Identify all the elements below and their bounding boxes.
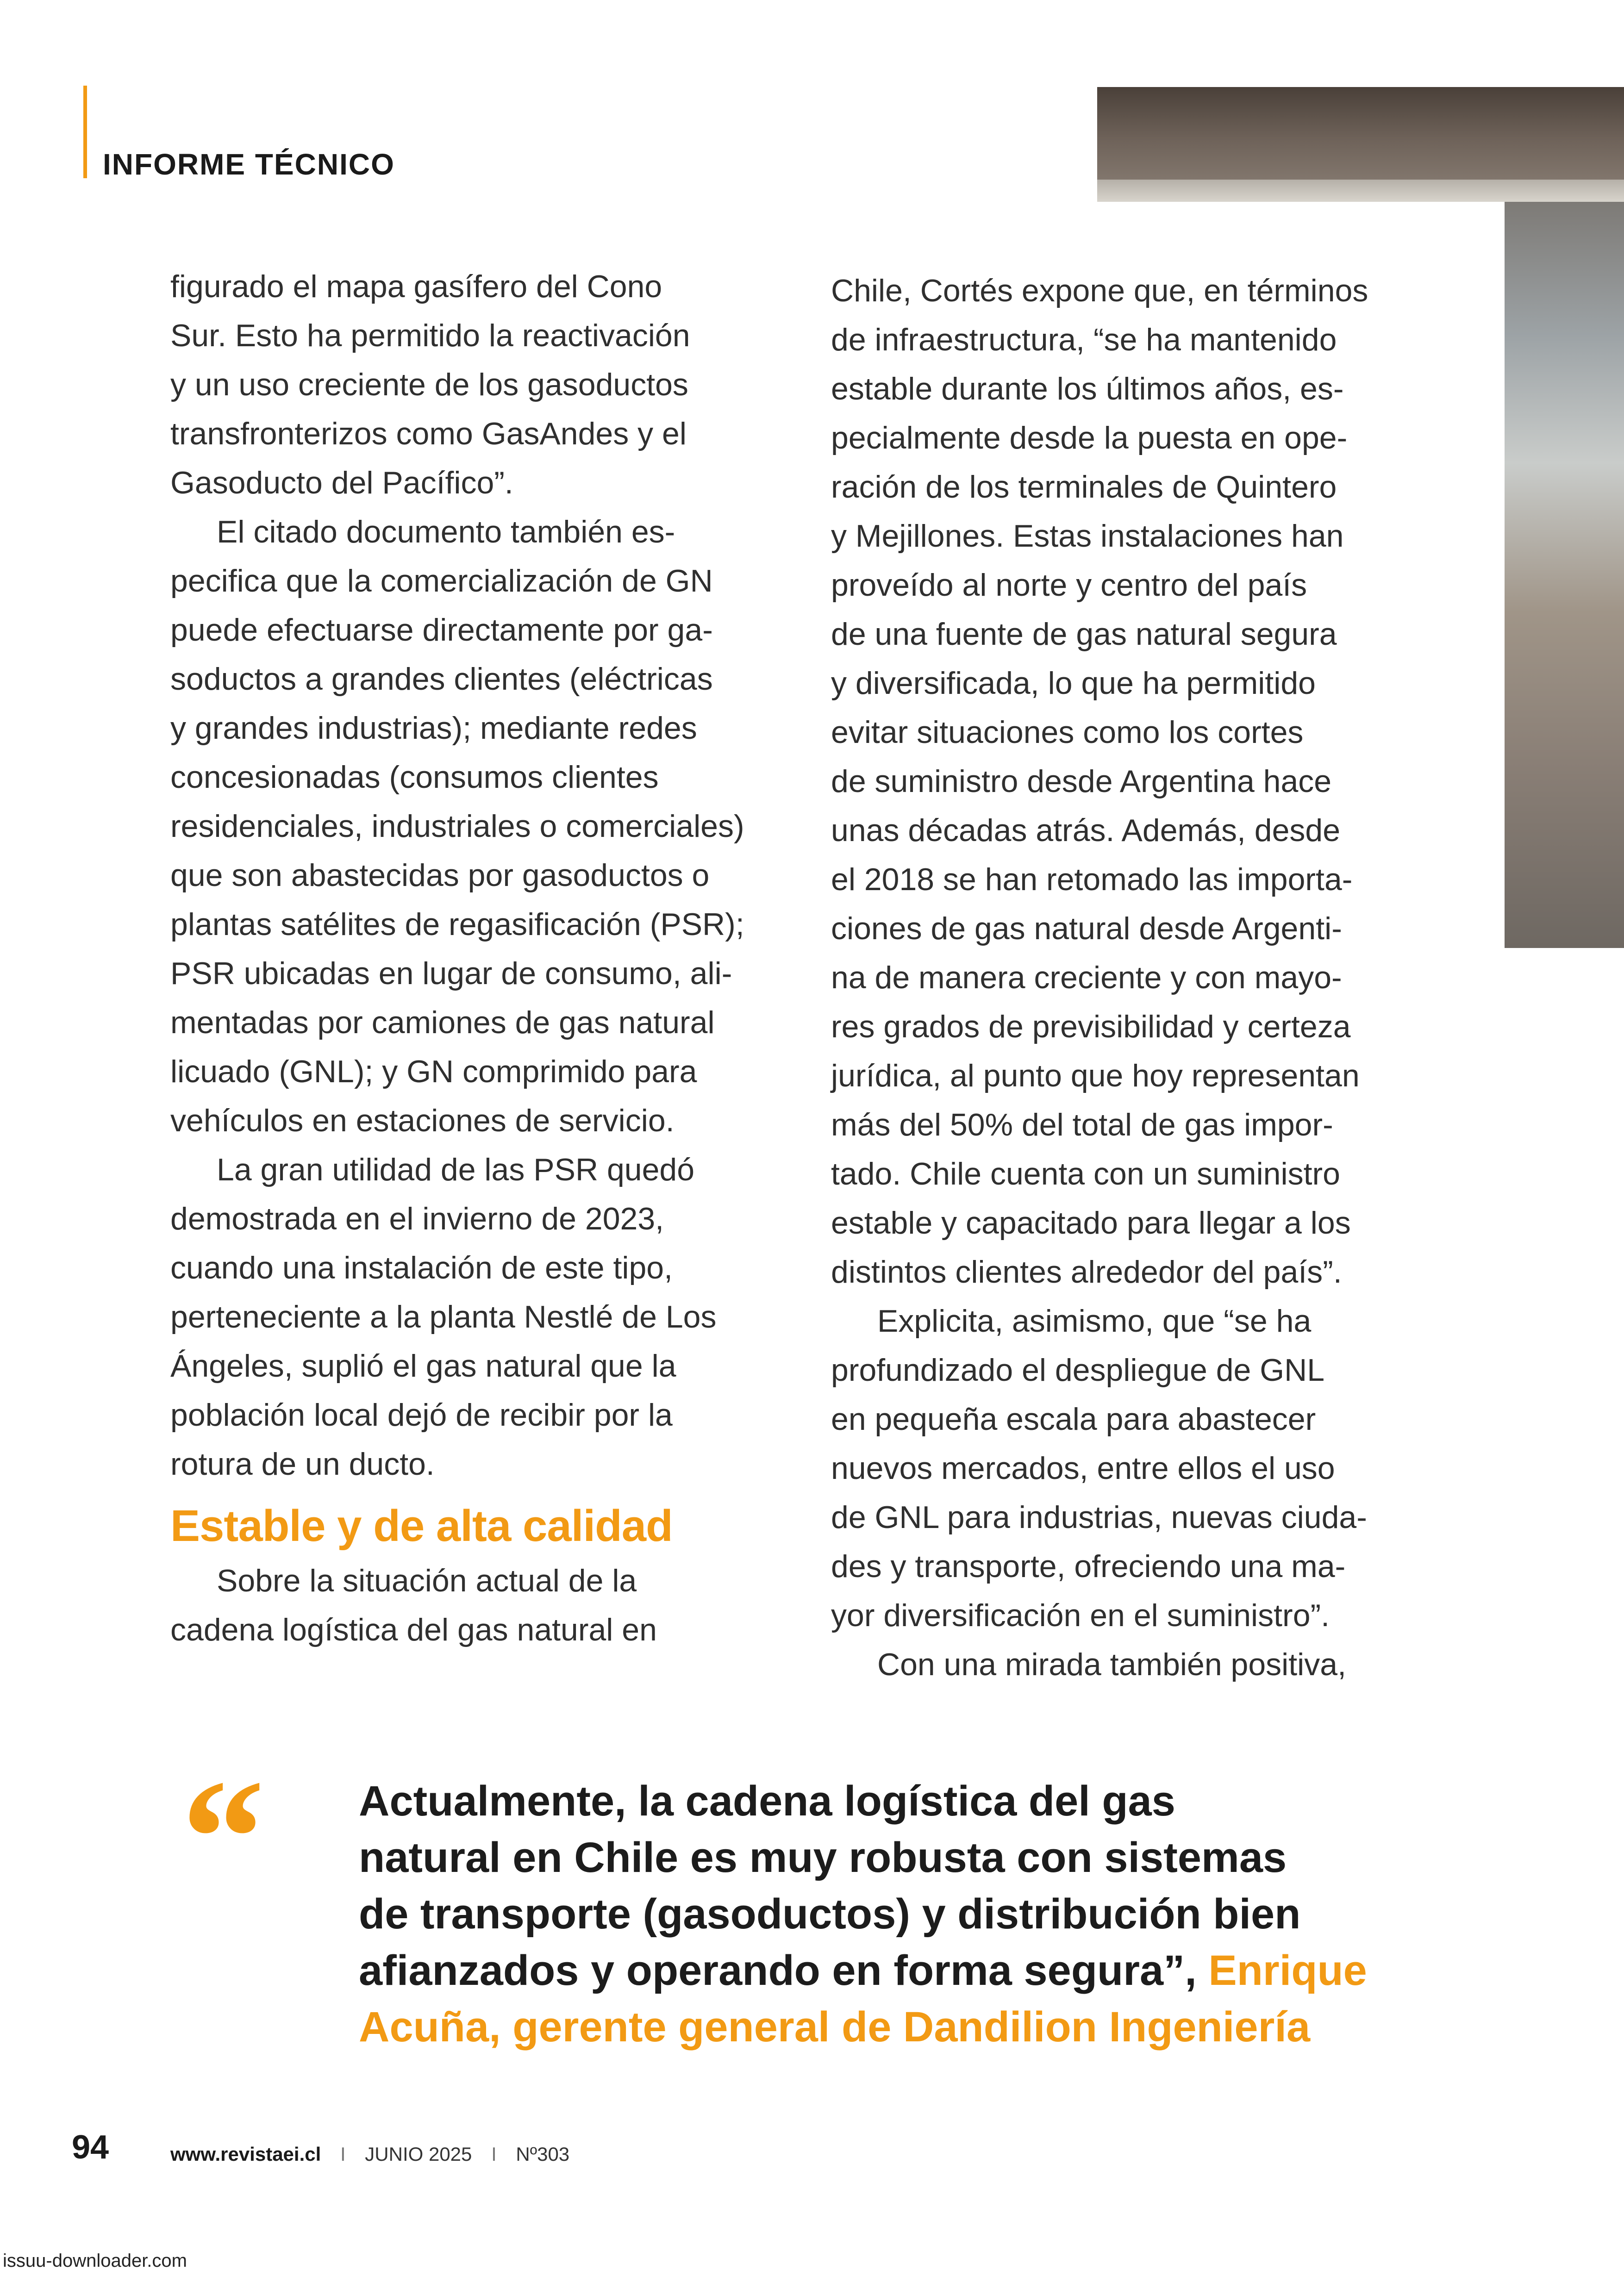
text-line: rotura de un ducto. xyxy=(170,1447,435,1482)
text-line: y grandes industrias); mediante redes xyxy=(170,711,697,746)
text-line: perteneciente a la planta Nestlé de Los xyxy=(170,1299,717,1335)
left-paragraph-4 xyxy=(170,1556,772,1654)
photo-rail xyxy=(1097,180,1624,202)
quote-line: natural en Chile es muy robusta con sistemas xyxy=(359,1834,1287,1881)
footer-website: www.revistaei.cl xyxy=(170,2143,321,2165)
left-paragraph-2 xyxy=(170,507,772,1145)
text-line: unas décadas atrás. Además, desde xyxy=(831,813,1341,848)
quote-line xyxy=(359,1942,1470,1999)
section-label: INFORME TÉCNICO xyxy=(103,148,395,181)
text-line: residenciales, industriales o comerciales) xyxy=(170,809,744,844)
text-line: cuando una instalación de este tipo, xyxy=(170,1250,673,1285)
text-line: evitar situaciones como los cortes xyxy=(831,715,1304,750)
text-line: na de manera creciente y con mayo- xyxy=(831,960,1342,995)
text-line: concesionadas (consumos clientes xyxy=(170,760,659,795)
section-subheading: Estable y de alta calidad xyxy=(170,1501,673,1551)
text-line: yor diversificación en el suministro”. xyxy=(831,1598,1330,1633)
page-number: 94 xyxy=(72,2129,109,2166)
text-line: nuevos mercados, entre ellos el uso xyxy=(831,1451,1335,1486)
text-line: profundizado el despliegue de GNL xyxy=(831,1353,1325,1388)
text-line: figurado el mapa gasífero del Cono xyxy=(170,269,662,304)
right-column xyxy=(831,266,1442,1689)
text-line: ración de los terminales de Quintero xyxy=(831,469,1337,505)
footer-date: JUNIO 2025 xyxy=(365,2143,472,2165)
watermark-text: issuu-downloader.com xyxy=(3,2251,187,2271)
quote-attribution: Acuña, gerente general de Dandilion Ingeniería xyxy=(359,2003,1311,2051)
photo-main-strip xyxy=(1505,202,1624,948)
text-line: estable durante los últimos años, es- xyxy=(831,371,1344,406)
text-line: mentadas por camiones de gas natural xyxy=(170,1005,715,1040)
pull-quote xyxy=(359,1773,1470,2055)
text-line: soductos a grandes clientes (eléctricas xyxy=(170,661,713,697)
text-line: pecifica que la comercialización de GN xyxy=(170,563,713,599)
text-line: plantas satélites de regasificación (PSR); xyxy=(170,907,744,942)
quote-line-text: afianzados y operando en forma segura”, xyxy=(359,1947,1209,1994)
text-line: de GNL para industrias, nuevas ciuda- xyxy=(831,1500,1367,1535)
text-line: ciones de gas natural desde Argenti- xyxy=(831,911,1342,946)
text-line: La gran utilidad de las PSR quedó xyxy=(217,1152,695,1187)
quote-mark-icon: “ xyxy=(181,1745,265,1930)
right-paragraph-2 xyxy=(831,1297,1442,1640)
text-line: de una fuente de gas natural segura xyxy=(831,617,1337,652)
footer-meta xyxy=(170,2143,569,2165)
text-line: PSR ubicadas en lugar de consumo, ali- xyxy=(170,956,732,991)
quote-attribution-start: Enrique xyxy=(1208,1947,1367,1994)
text-line: Ángeles, suplió el gas natural que la xyxy=(170,1348,676,1384)
section-accent-bar xyxy=(83,86,87,178)
text-line: más del 50% del total de gas impor- xyxy=(831,1107,1333,1142)
text-line: Gasoducto del Pacífico”. xyxy=(170,465,513,500)
right-paragraph-1 xyxy=(831,266,1442,1297)
text-line: y diversificada, lo que ha permitido xyxy=(831,666,1316,701)
text-line: Sur. Esto ha permitido la reactivación xyxy=(170,318,690,353)
text-line: y un uso creciente de los gasoductos xyxy=(170,367,688,402)
text-line: de infraestructura, “se ha mantenido xyxy=(831,322,1337,357)
footer-issue: Nº303 xyxy=(516,2143,570,2165)
text-line: vehículos en estaciones de servicio. xyxy=(170,1103,675,1138)
text-line: en pequeña escala para abastecer xyxy=(831,1402,1316,1437)
text-line: licuado (GNL); y GN comprimido para xyxy=(170,1054,697,1089)
text-line: El citado documento también es- xyxy=(217,514,675,549)
text-line: Explicita, asimismo, que “se ha xyxy=(877,1303,1312,1339)
quote-line: Actualmente, la cadena logística del gas xyxy=(359,1777,1175,1825)
text-line: res grados de previsibilidad y certeza xyxy=(831,1009,1351,1044)
text-line: distintos clientes alrededor del país”. xyxy=(831,1254,1342,1290)
text-line: y Mejillones. Estas instalaciones han xyxy=(831,518,1344,554)
text-line: población local dejó de recibir por la xyxy=(170,1397,673,1433)
footer-separator: I xyxy=(340,2143,346,2165)
quote-line: de transporte (gasoductos) y distribución bien xyxy=(359,1890,1301,1938)
text-line: cadena logística del gas natural en xyxy=(170,1612,657,1647)
text-line: des y transporte, ofreciendo una ma- xyxy=(831,1549,1346,1584)
left-column xyxy=(170,262,772,1654)
text-line: estable y capacitado para llegar a los xyxy=(831,1205,1351,1241)
text-line: pecialmente desde la puesta en ope- xyxy=(831,420,1348,455)
text-line: el 2018 se han retomado las importa- xyxy=(831,862,1353,897)
text-line: demostrada en el invierno de 2023, xyxy=(170,1201,664,1236)
left-paragraph-1 xyxy=(170,262,772,507)
text-line: proveído al norte y centro del país xyxy=(831,568,1307,603)
text-line: que son abastecidas por gasoductos o xyxy=(170,858,710,893)
text-line: Chile, Cortés expone que, en términos xyxy=(831,273,1368,308)
left-paragraph-3 xyxy=(170,1145,772,1489)
text-line: puede efectuarse directamente por ga- xyxy=(170,612,713,648)
text-line: Sobre la situación actual de la xyxy=(217,1563,637,1598)
text-line: tado. Chile cuenta con un suministro xyxy=(831,1156,1340,1191)
right-paragraph-3 xyxy=(831,1640,1442,1689)
text-line: Con una mirada también positiva, xyxy=(877,1647,1346,1682)
footer-separator: I xyxy=(491,2143,497,2165)
text-line: jurídica, al punto que hoy representan xyxy=(831,1058,1360,1093)
text-line: de suministro desde Argentina hace xyxy=(831,764,1332,799)
text-line: transfronterizos como GasAndes y el xyxy=(170,416,687,451)
